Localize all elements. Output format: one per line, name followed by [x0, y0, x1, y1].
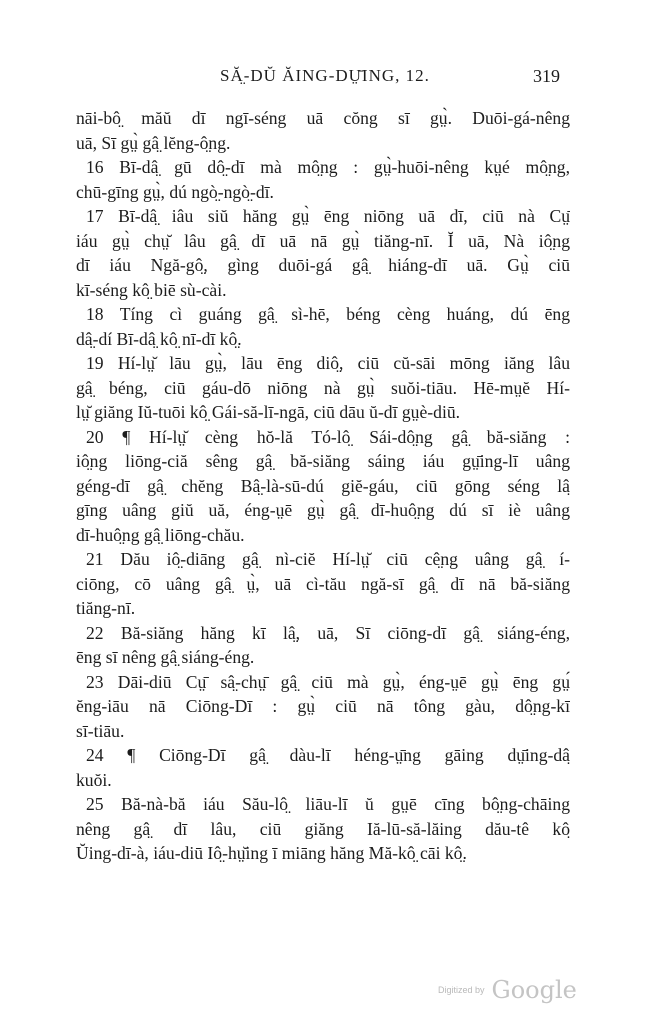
- text-line: ēng sī nêng gâ̤ siáng-éng.: [76, 647, 255, 667]
- text-line: 25 Bă-nà-bă iáu Său-lô̤ liāu-lī ŭ gṳē cīng bô̤ng-chāing: [86, 794, 570, 814]
- text-line: dī iáu Ngă-gô̤, gìng duōi-gá gâ̤ hiáng-dī uā. Gṳ̀ ciū: [76, 255, 570, 275]
- text-line: 18 Tíng cì guáng gâ̤ sì-hē, béng cèng huáng, dú ēng: [86, 304, 570, 324]
- text-line: dī-huô̤ng gâ̤ liōng-chău.: [76, 524, 245, 545]
- text-line: 19 Hí-lṳ̆ lāu gṳ̀, lāu ēng diô̤, ciū cŭ-sāi mōng iăng lâu: [86, 353, 570, 373]
- text-line: 20 ¶ Hí-lṳ̆ cèng hŏ-lă Tó-lô̤ Sái-dô̤ng gâ̤ bă-siăng :: [86, 426, 570, 447]
- text-line: kuŏi.: [76, 769, 112, 790]
- text-line: chū-gīng gṳ̀, dú ngò̤-ngò̤-dī.: [76, 181, 274, 202]
- running-head: [180, 66, 570, 92]
- text-line: uā, Sī gṳ̀ gâ̤ lĕng-ô̤ng.: [76, 132, 231, 153]
- text-line: iô̤ng liōng-ciă sêng gâ̤ bă-siăng sáing iáu gṳ̄ing-lī uâng: [76, 451, 570, 471]
- google-logo: Google: [491, 976, 577, 1004]
- text-line: 24 ¶ Ciōng-Dī gâ̤ dàu-lī héng-ṳ̄ng gāing dṳ̄ing-dâ̤: [86, 745, 570, 765]
- text-line: Ŭing-dī-à, iáu-diū Iô̤-hṳ̆ing ī miāng hăng Mă-kô̤ cāi kô̤.: [76, 843, 467, 863]
- text-line: 21 Dău iô̤-diāng gâ̤ nì-ciĕ Hí-lṳ̆ ciū cê̤ng uâng gâ̤ í-: [86, 549, 570, 569]
- digitized-by-label: Digitized by: [438, 985, 485, 995]
- text-line: sī-tiāu.: [76, 720, 125, 741]
- text-line: 16 Bī-dâ̤ gū dô̤-dī mà mô̤ng : gṳ̀-huōi-nêng kṳé mô̤ng,: [86, 157, 570, 177]
- text-line: lṳ̆ giăng Iŭ-tuōi kô̤ Gái-să-lī-ngā, ciū dāu ŭ-dī gṳè-diū.: [76, 402, 461, 422]
- text-line: nāi-bô̤ măŭ dī ngī-séng uā cŏng sī gṳ̀. Duōi-gá-nêng: [76, 108, 570, 128]
- text-line: nêng gâ̤ dī lâu, ciū giăng Iă-lū-să-lăing dău-tê kô̤: [76, 818, 570, 839]
- text-line: kī-séng kô̤ biē sù-cài.: [76, 279, 227, 300]
- text-line: ciōng, cō uâng gâ̤ ṳ̀, uā cì-tău ngă-sī gâ̤ dī nā bă-siăng: [76, 573, 570, 594]
- text-block: [76, 106, 570, 866]
- text-line: 17 Bī-dâ̤ iâu siŭ hăng gṳ̀ ēng niōng uā dī, ciū nà Cṳ̄: [86, 206, 570, 226]
- digitized-watermark: [438, 976, 577, 1006]
- text-line: gâ̤ béng, ciū gáu-dō niōng nà gṳ̀ suŏi-tiāu. Hē-mṳĕ Hí-: [76, 377, 570, 398]
- text-line: ĕng-iāu nā Ciōng-Dī : gṳ̀ ciū nā tông gàu, dô̤ng-kī: [76, 696, 570, 716]
- text-line: 23 Dāi-diū Cṳ̄ sâ̤-chṳ̄ gâ̤ ciū mà gṳ̀, éng-ṳē gṳ̀ ēng gṳ́: [86, 671, 570, 692]
- text-line: géng-dī gâ̤ chĕng Bâ̤-là-sū-dú giĕ-gáu, ciū gōng séng lâ̤: [76, 475, 570, 496]
- text-line: tiăng-nī.: [76, 598, 136, 618]
- text-line: dâ̤-dí Bī-dâ̤ kô̤ nī-dī kô̤.: [76, 328, 242, 349]
- page-number: 319: [533, 66, 560, 86]
- text-line: gīng uâng giŭ uă, éng-ṳē gṳ̀ gâ̤ dī-huô̤ng dú sī iè uâng: [76, 500, 570, 520]
- text-line: 22 Bă-siăng hăng kī lâ̤, uā, Sī ciōng-dī gâ̤ siáng-éng,: [86, 622, 570, 643]
- running-title: SĂ̤-DŬ ĂING-DṲ̄ING, 12.: [220, 66, 430, 85]
- text-line: iáu gṳ̀ chṳ̆ lâu gâ̤ dī uā nā gṳ̀ tiăng-nī. Ĭ uā, Nà iô̤ng: [76, 230, 570, 251]
